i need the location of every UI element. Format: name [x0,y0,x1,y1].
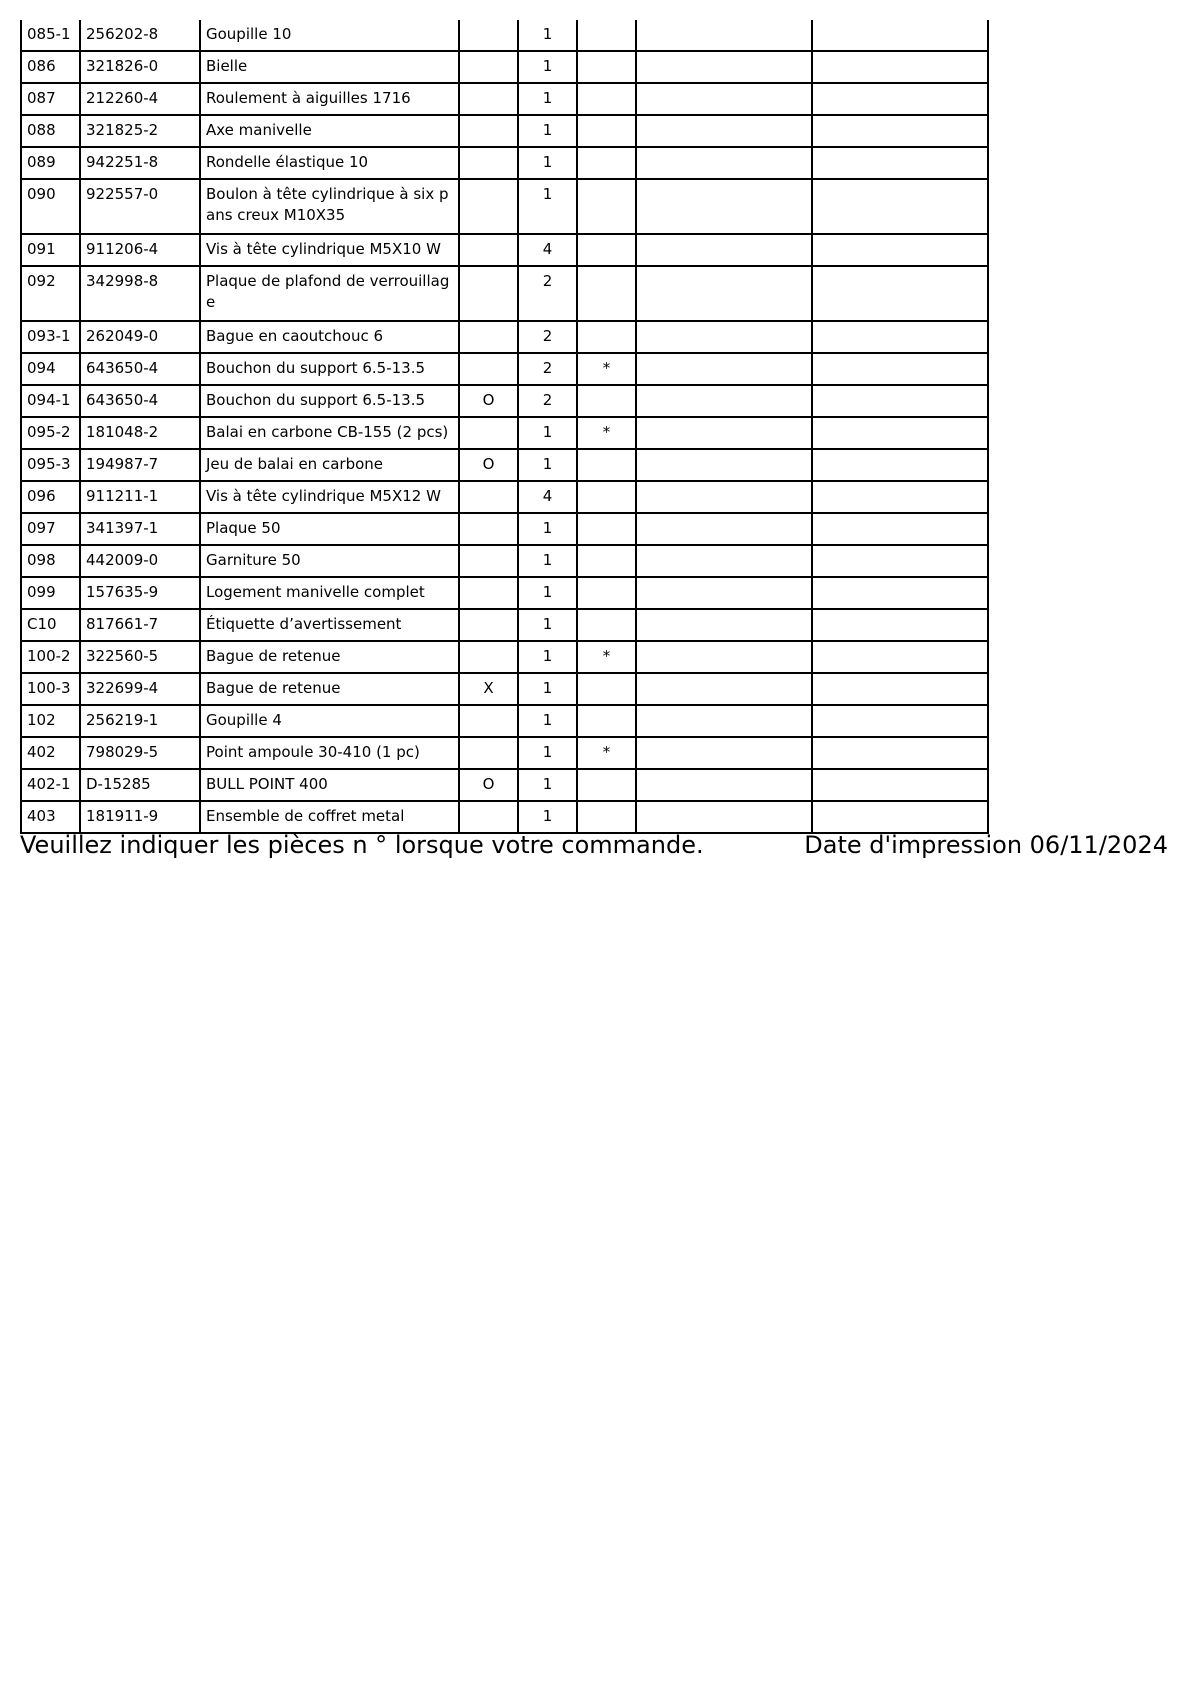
cell-empty [812,179,988,234]
cell-part-reference: D-15285 [80,769,200,801]
cell-part-reference: 911206-4 [80,234,200,266]
table-row [21,115,988,147]
cell-note [459,737,518,769]
cell-empty [812,673,988,705]
cell-part-reference: 181048-2 [80,417,200,449]
table-row [21,147,988,179]
table-row [21,266,988,321]
cell-description: Vis à tête cylindrique M5X12 W [200,481,459,513]
cell-description: Rondelle élastique 10 [200,147,459,179]
cell-empty [636,147,812,179]
cell-item-number: 093-1 [21,321,80,353]
cell-marker [577,321,636,353]
cell-marker [577,769,636,801]
cell-quantity: 1 [518,545,577,577]
cell-marker [577,179,636,234]
cell-marker [577,513,636,545]
cell-empty [636,115,812,147]
cell-empty [812,449,988,481]
cell-description: Bague de retenue [200,673,459,705]
table-row [21,51,988,83]
cell-item-number: 091 [21,234,80,266]
cell-quantity: 4 [518,234,577,266]
cell-empty [812,321,988,353]
cell-item-number: 099 [21,577,80,609]
cell-marker [577,577,636,609]
table-row [21,417,988,449]
cell-item-number: 098 [21,545,80,577]
cell-item-number: 087 [21,83,80,115]
order-instruction: Veuillez indiquer les pièces n ° lorsque votre commande. [20,831,704,859]
cell-note [459,513,518,545]
cell-quantity: 1 [518,179,577,234]
table-row [21,609,988,641]
cell-item-number: 089 [21,147,80,179]
table-row [21,449,988,481]
cell-description: Garniture 50 [200,545,459,577]
cell-quantity: 2 [518,321,577,353]
cell-empty [812,545,988,577]
cell-empty [636,545,812,577]
cell-empty [812,353,988,385]
cell-item-number: 402 [21,737,80,769]
table-row [21,641,988,673]
cell-item-number: 095-3 [21,449,80,481]
cell-empty [812,737,988,769]
cell-description: Bouchon du support 6.5-13.5 [200,353,459,385]
cell-part-reference: 342998-8 [80,266,200,321]
cell-quantity: 2 [518,266,577,321]
cell-item-number: 086 [21,51,80,83]
cell-empty [812,801,988,833]
table-row [21,20,988,51]
cell-quantity: 1 [518,577,577,609]
cell-marker [577,234,636,266]
cell-part-reference: 643650-4 [80,353,200,385]
cell-empty [636,449,812,481]
cell-part-reference: 942251-8 [80,147,200,179]
cell-marker [577,801,636,833]
cell-description: Roulement à aiguilles 1716 [200,83,459,115]
cell-part-reference: 256219-1 [80,705,200,737]
table-row [21,673,988,705]
cell-item-number: 094-1 [21,385,80,417]
parts-table-body [21,20,988,833]
cell-description: Bielle [200,51,459,83]
table-row [21,545,988,577]
cell-item-number: 102 [21,705,80,737]
cell-description: Plaque 50 [200,513,459,545]
cell-marker [577,385,636,417]
cell-description: Point ampoule 30-410 (1 pc) [200,737,459,769]
cell-empty [636,641,812,673]
cell-part-reference: 643650-4 [80,385,200,417]
cell-description: Bouchon du support 6.5-13.5 [200,385,459,417]
cell-item-number: 092 [21,266,80,321]
cell-part-reference: 442009-0 [80,545,200,577]
cell-note [459,417,518,449]
cell-part-reference: 322699-4 [80,673,200,705]
cell-empty [812,51,988,83]
table-row [21,801,988,833]
table-row [21,737,988,769]
cell-quantity: 1 [518,609,577,641]
cell-empty [812,769,988,801]
cell-item-number: 403 [21,801,80,833]
cell-marker: * [577,353,636,385]
cell-quantity: 1 [518,449,577,481]
cell-note [459,801,518,833]
cell-quantity: 1 [518,513,577,545]
cell-empty [636,577,812,609]
print-date: Date d'impression 06/11/2024 [804,831,1168,859]
cell-description: Logement manivelle complet [200,577,459,609]
cell-note [459,641,518,673]
cell-empty [812,266,988,321]
cell-empty [812,147,988,179]
cell-item-number: 090 [21,179,80,234]
cell-empty [812,417,988,449]
cell-empty [636,179,812,234]
table-row [21,577,988,609]
table-row [21,179,988,234]
table-row [21,385,988,417]
cell-note [459,115,518,147]
cell-part-reference: 798029-5 [80,737,200,769]
cell-quantity: 1 [518,705,577,737]
cell-note: O [459,769,518,801]
cell-empty [636,20,812,51]
cell-note [459,481,518,513]
cell-marker [577,115,636,147]
cell-part-reference: 256202-8 [80,20,200,51]
cell-empty [812,115,988,147]
cell-marker [577,147,636,179]
cell-empty [636,385,812,417]
cell-part-reference: 157635-9 [80,577,200,609]
cell-marker [577,20,636,51]
cell-quantity: 4 [518,481,577,513]
cell-empty [636,513,812,545]
cell-part-reference: 922557-0 [80,179,200,234]
cell-item-number: 097 [21,513,80,545]
cell-note: O [459,385,518,417]
cell-note [459,545,518,577]
cell-description: Bague en caoutchouc 6 [200,321,459,353]
cell-item-number: 402-1 [21,769,80,801]
cell-description: Jeu de balai en carbone [200,449,459,481]
cell-note [459,353,518,385]
cell-description: Ensemble de coffret metal [200,801,459,833]
cell-description: Goupille 4 [200,705,459,737]
cell-note [459,705,518,737]
cell-empty [812,705,988,737]
cell-empty [636,609,812,641]
cell-description: Étiquette d’avertissement [200,609,459,641]
cell-part-reference: 194987-7 [80,449,200,481]
cell-note [459,147,518,179]
cell-part-reference: 321826-0 [80,51,200,83]
cell-quantity: 2 [518,353,577,385]
cell-part-reference: 322560-5 [80,641,200,673]
cell-marker: * [577,641,636,673]
cell-note [459,179,518,234]
cell-marker [577,609,636,641]
cell-item-number: 085-1 [21,20,80,51]
cell-item-number: 094 [21,353,80,385]
cell-empty [812,641,988,673]
cell-note [459,20,518,51]
cell-quantity: 1 [518,641,577,673]
table-row [21,769,988,801]
table-row [21,353,988,385]
cell-note [459,266,518,321]
cell-description: Boulon à tête cylindrique à six pans creux M10X35 [200,179,459,234]
cell-empty [636,737,812,769]
cell-part-reference: 341397-1 [80,513,200,545]
cell-marker: * [577,737,636,769]
cell-note [459,577,518,609]
cell-item-number: 100-2 [21,641,80,673]
cell-marker [577,51,636,83]
cell-quantity: 1 [518,51,577,83]
cell-marker [577,705,636,737]
cell-note: O [459,449,518,481]
cell-note [459,51,518,83]
cell-marker: * [577,417,636,449]
cell-quantity: 1 [518,147,577,179]
cell-description: Goupille 10 [200,20,459,51]
table-row [21,83,988,115]
cell-description: Vis à tête cylindrique M5X10 W [200,234,459,266]
cell-empty [812,609,988,641]
cell-marker [577,83,636,115]
cell-description: Bague de retenue [200,641,459,673]
cell-item-number: C10 [21,609,80,641]
cell-quantity: 1 [518,801,577,833]
cell-quantity: 1 [518,115,577,147]
cell-part-reference: 181911-9 [80,801,200,833]
cell-item-number: 088 [21,115,80,147]
cell-note [459,234,518,266]
cell-description: Balai en carbone CB-155 (2 pcs) [200,417,459,449]
cell-description: BULL POINT 400 [200,769,459,801]
cell-quantity: 1 [518,673,577,705]
cell-marker [577,449,636,481]
cell-empty [636,481,812,513]
table-row [21,234,988,266]
cell-marker [577,545,636,577]
cell-marker [577,673,636,705]
cell-part-reference: 212260-4 [80,83,200,115]
cell-empty [812,513,988,545]
cell-empty [812,481,988,513]
cell-empty [636,266,812,321]
cell-note [459,321,518,353]
cell-description: Plaque de plafond de verrouillage [200,266,459,321]
cell-quantity: 1 [518,737,577,769]
cell-quantity: 1 [518,769,577,801]
cell-quantity: 1 [518,83,577,115]
cell-empty [636,417,812,449]
table-row [21,481,988,513]
cell-empty [812,385,988,417]
cell-quantity: 1 [518,20,577,51]
cell-empty [636,234,812,266]
cell-item-number: 100-3 [21,673,80,705]
cell-part-reference: 262049-0 [80,321,200,353]
cell-item-number: 096 [21,481,80,513]
cell-empty [812,20,988,51]
cell-note [459,83,518,115]
cell-part-reference: 911211-1 [80,481,200,513]
cell-empty [636,51,812,83]
cell-note [459,609,518,641]
cell-note: X [459,673,518,705]
cell-empty [636,83,812,115]
cell-quantity: 2 [518,385,577,417]
cell-empty [636,321,812,353]
cell-empty [636,673,812,705]
cell-quantity: 1 [518,417,577,449]
table-row [21,705,988,737]
cell-empty [636,769,812,801]
cell-empty [636,801,812,833]
cell-empty [812,83,988,115]
cell-empty [812,234,988,266]
cell-description: Axe manivelle [200,115,459,147]
cell-marker [577,266,636,321]
cell-empty [812,577,988,609]
cell-marker [577,481,636,513]
cell-part-reference: 817661-7 [80,609,200,641]
cell-item-number: 095-2 [21,417,80,449]
table-row [21,513,988,545]
cell-empty [636,705,812,737]
cell-empty [636,353,812,385]
cell-part-reference: 321825-2 [80,115,200,147]
table-row [21,321,988,353]
parts-table [20,20,989,834]
